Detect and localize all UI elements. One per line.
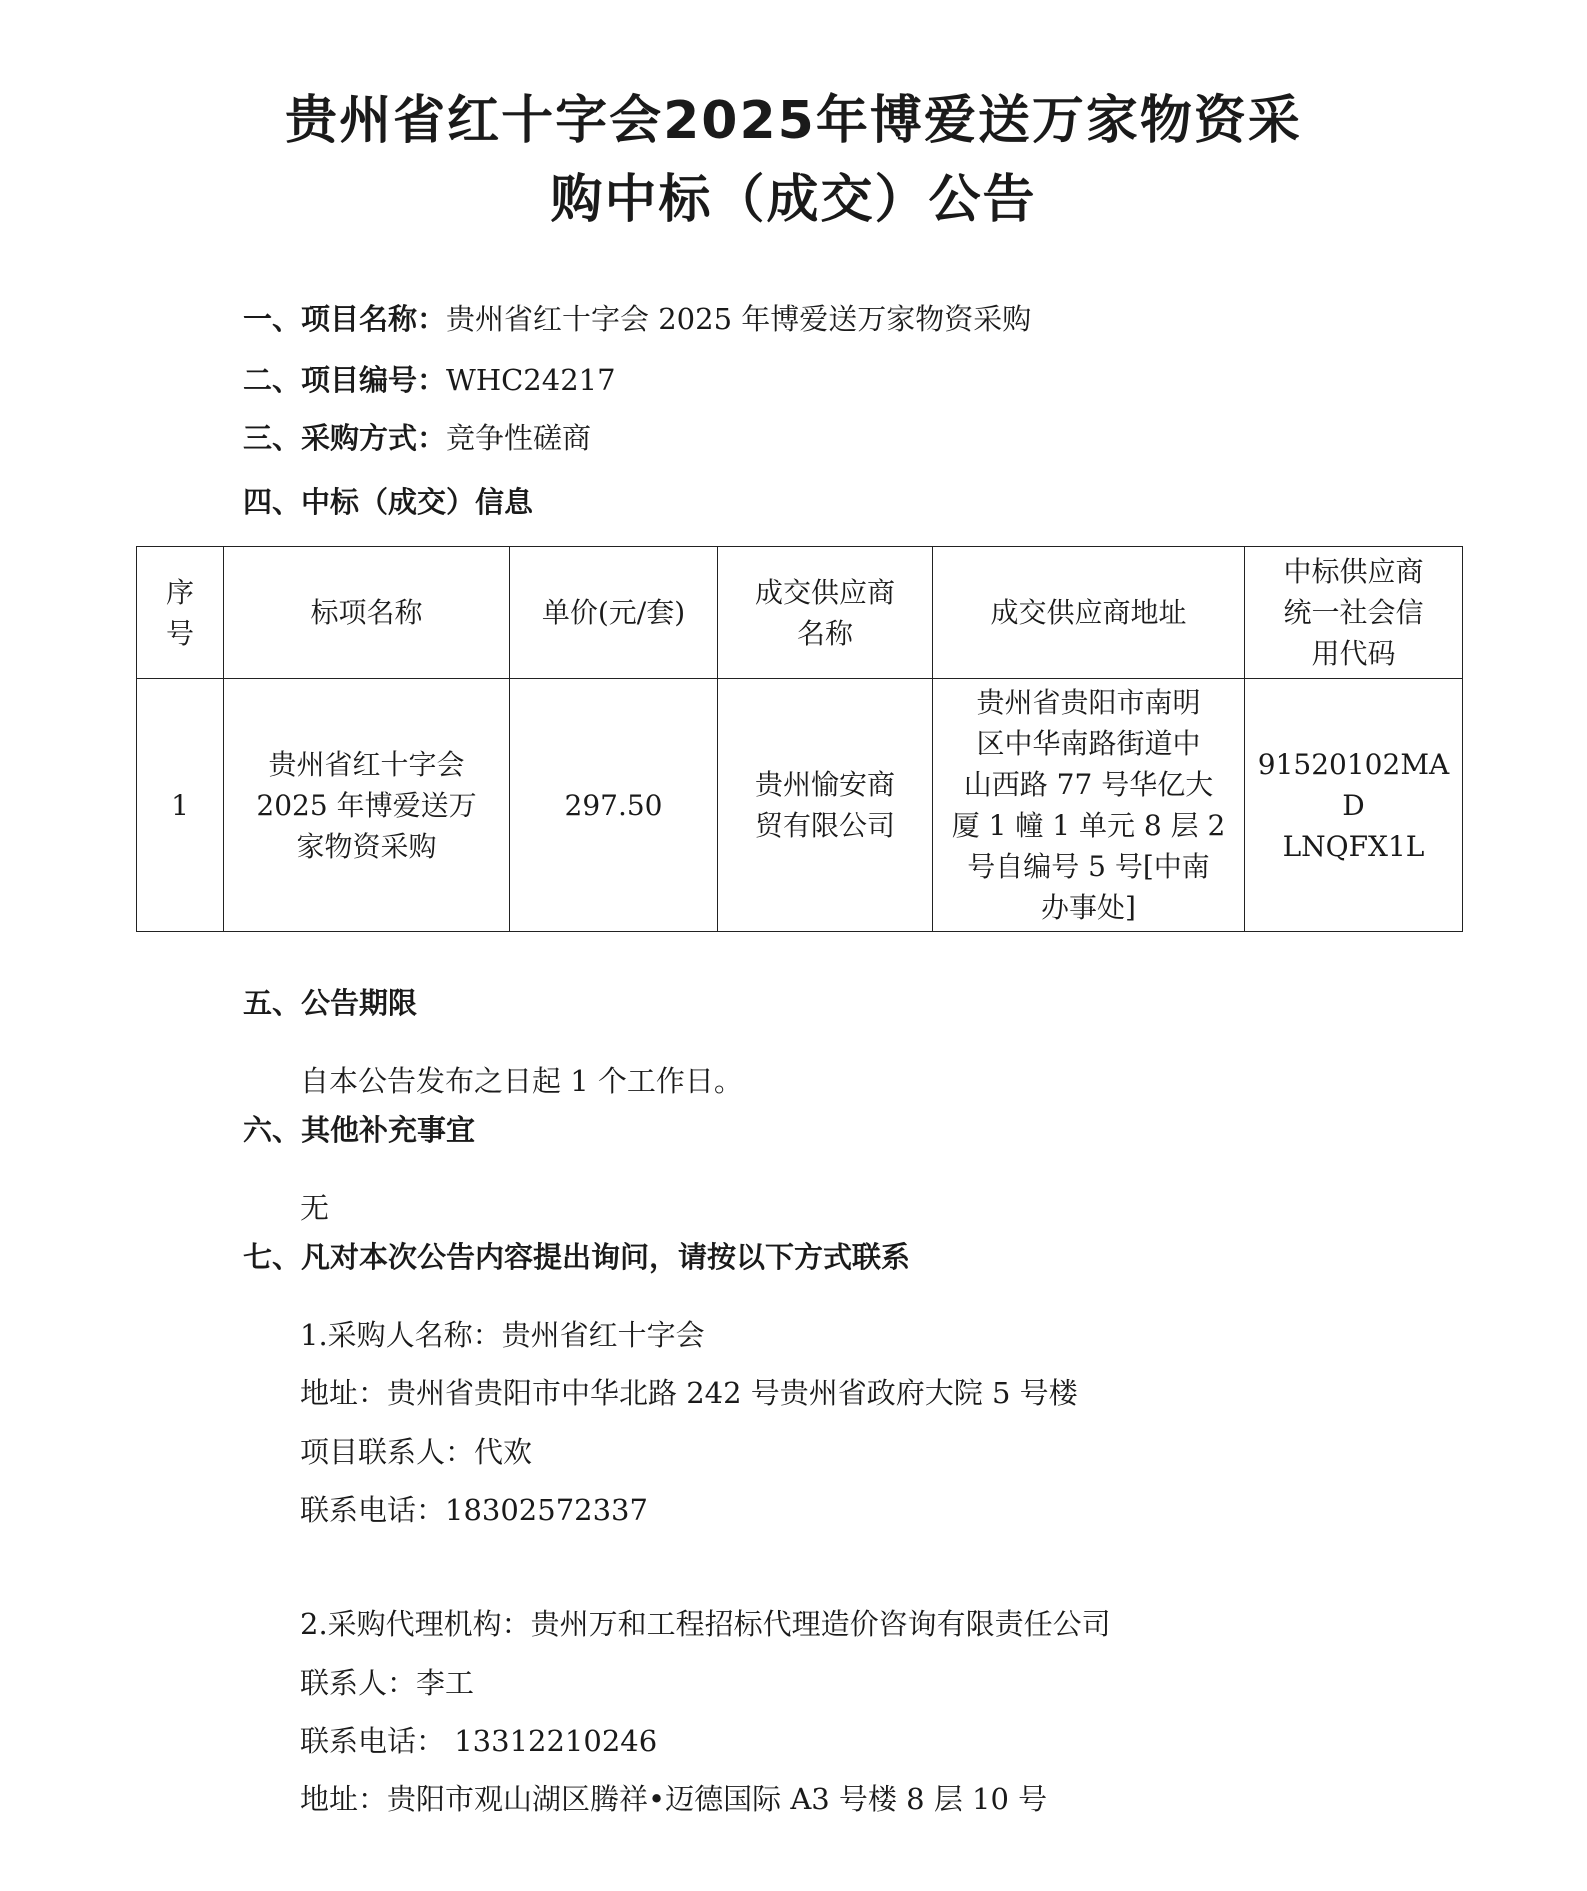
section-procurement-method [243, 418, 591, 458]
page-title-line-2: 购中标（成交）公告 [550, 170, 1037, 230]
table-header-row [137, 547, 1463, 679]
section-label: 七、凡对本次公告内容提出询问，请按以下方式联系 [243, 1240, 911, 1274]
section-other-matters [243, 1110, 475, 1150]
agency-phone: 联系电话： 13312210246 [300, 1724, 658, 1758]
project-name-value: 贵州省红十字会 2025 年博爱送万家物资采购 [446, 302, 1032, 336]
purchaser-address: 地址：贵州省贵阳市中华北路 242 号贵州省政府大院 5 号楼 [300, 1376, 1078, 1410]
header-credit-code: 中标供应商 统一社会信 用代码 [1245, 547, 1463, 679]
purchaser-contact: 项目联系人：代欢 [300, 1435, 533, 1469]
cell-supplier-name: 贵州愉安商 贸有限公司 [718, 679, 933, 932]
header-item-name: 标项名称 [224, 547, 510, 679]
cell-supplier-address: 贵州省贵阳市南明 区中华南路街道中 山西路 77 号华亿大 厦 1 幢 1 单元 8 层 2 号自编号 5 号[中南 办事处] [933, 679, 1245, 932]
section-project-name [243, 299, 1031, 339]
purchaser-name: 1.采购人名称：贵州省红十字会 [300, 1318, 705, 1352]
section-label: 一、项目名称： [243, 302, 447, 336]
purchaser-phone: 联系电话：18302572337 [300, 1493, 648, 1527]
cell-item-name: 贵州省红十字会 2025 年博爱送万 家物资采购 [224, 679, 510, 932]
section-notice-period [243, 983, 417, 1023]
cell-unit-price: 297.50 [510, 679, 718, 932]
section-label: 三、采购方式： [243, 421, 447, 455]
procurement-method-value: 竞争性磋商 [446, 421, 592, 455]
agency-address: 地址：贵阳市观山湖区腾祥•迈德国际 A3 号楼 8 层 10 号 [300, 1782, 1048, 1816]
page-title-line-1: 贵州省红十字会2025年博爱送万家物资采 [285, 91, 1302, 151]
header-supplier-name: 成交供应商 名称 [718, 547, 933, 679]
cell-credit-code: 91520102MAD LNQFX1L [1245, 679, 1463, 932]
header-serial: 序 号 [137, 547, 224, 679]
other-matters-text: 无 [300, 1191, 330, 1225]
section-label: 五、公告期限 [243, 986, 418, 1020]
section-project-number [243, 360, 616, 400]
section-label: 六、其他补充事宜 [243, 1113, 476, 1147]
agency-contact: 联系人：李工 [300, 1666, 475, 1700]
project-number-value: WHC24217 [446, 363, 616, 397]
header-supplier-address: 成交供应商地址 [933, 547, 1245, 679]
section-label: 四、中标（成交）信息 [243, 485, 534, 519]
agency-name: 2.采购代理机构：贵州万和工程招标代理造价咨询有限责任公司 [300, 1607, 1111, 1641]
award-table [136, 546, 1463, 932]
notice-period-text: 自本公告发布之日起 1 个工作日。 [300, 1064, 743, 1098]
section-label: 二、项目编号： [243, 363, 447, 397]
section-award-info [243, 482, 533, 522]
section-contact [243, 1237, 910, 1277]
cell-serial: 1 [137, 679, 224, 932]
table-row [137, 679, 1463, 932]
header-unit-price: 单价(元/套) [510, 547, 718, 679]
